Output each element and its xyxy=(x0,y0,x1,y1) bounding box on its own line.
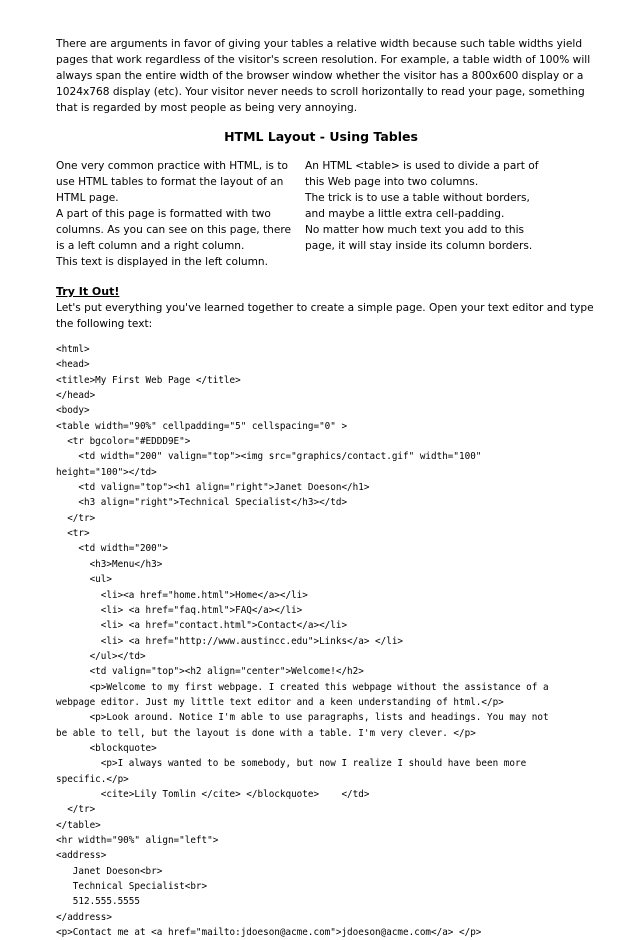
code-line: <td width="200" valign="top"><img src="graphics/contact.gif" width="100" xyxy=(56,451,482,463)
code-line: <head> xyxy=(56,359,90,371)
code-line: <address> xyxy=(56,850,107,862)
code-line: <td valign="top"><h2 align="center">Welcome!</h2> xyxy=(56,666,364,678)
code-line: <p>I always wanted to be somebody, but now I realize I should have been more xyxy=(56,758,527,770)
code-line: <li> <a href="faq.html">FAQ</a></li> xyxy=(56,604,303,616)
left-column-line: A part of this page is formatted with two xyxy=(56,208,271,220)
code-line: <ul> xyxy=(56,574,112,586)
intro-line: always span the entire width of the browser window whether the visitor has a 800x600 display or a xyxy=(56,70,584,82)
right-column xyxy=(305,158,555,270)
left-column-line: One very common practice with HTML, is to xyxy=(56,160,288,172)
right-column-line: No matter how much text you add to this xyxy=(305,224,525,236)
document-page xyxy=(56,36,594,940)
code-line: <html> xyxy=(56,344,90,355)
try-desc-line: the following text: xyxy=(56,318,153,330)
code-line: Janet Doeson<br> xyxy=(56,865,163,877)
code-line: </ul></td> xyxy=(56,650,146,662)
code-line: </table> xyxy=(56,819,101,831)
left-column-line: This text is displayed in the left column. xyxy=(56,256,269,268)
right-column-line: The trick is to use a table without borders, xyxy=(305,192,530,204)
code-line: <hr width="90%" align="left"> xyxy=(56,835,219,846)
code-line: <li> <a href="http://www.austincc.edu">Links</a> </li> xyxy=(56,635,404,647)
code-line: <h3 align="right">Technical Specialist</h3></td> xyxy=(56,497,348,509)
code-line: <tr> xyxy=(56,528,90,540)
left-column-line: is a left column and a right column. xyxy=(56,240,245,252)
code-line: <blockquote> xyxy=(56,742,157,754)
code-line: </tr> xyxy=(56,804,96,816)
section-title: HTML Layout - Using Tables xyxy=(224,129,418,144)
code-line: <title>My First Web Page </title> xyxy=(56,374,241,386)
code-line: <li> <a href="contact.html">Contact</a></li> xyxy=(56,620,348,632)
code-line: <cite>Lily Tomlin </cite> </blockquote> </td> xyxy=(56,788,370,800)
code-line: <li><a href="home.html">Home</a></li> xyxy=(56,589,308,601)
code-line: webpage editor. Just my little text editor and a keen understanding of html.</p> xyxy=(56,696,504,708)
code-line: <tr bgcolor="#EDDD9E"> xyxy=(56,436,191,448)
code-listing xyxy=(56,342,586,940)
right-column-line: and maybe a little extra cell-padding. xyxy=(305,208,505,220)
left-column-line: HTML page. xyxy=(56,192,119,204)
code-line: be able to tell, but the layout is done with a table. I'm very clever. </p> xyxy=(56,727,476,739)
code-line: <h3>Menu</h3> xyxy=(56,558,163,570)
code-line: <p>Contact me at <a href="mailto:jdoeson@acme.com">jdoeson@acme.com</a> </p> xyxy=(56,927,482,939)
intro-line: that is regarded by most people as being very annoying. xyxy=(56,102,358,114)
intro-line: There are arguments in favor of giving your tables a relative width because such table widths yield xyxy=(56,38,583,50)
code-line: <p>Look around. Notice I'm able to use paragraphs, lists and headings. You may not xyxy=(56,712,549,724)
try-desc-line: Let's put everything you've learned together to create a simple page. Open your text editor and type xyxy=(56,302,594,314)
try-it-out-description xyxy=(56,300,594,332)
intro-paragraph xyxy=(56,36,591,116)
code-line: height="100"></td> xyxy=(56,466,157,478)
code-line: <p>Welcome to my first webpage. I created this webpage without the assistance of a xyxy=(56,681,549,693)
code-line: specific.</p> xyxy=(56,773,129,785)
intro-line: pages that work regardless of the visitor's screen resolution. For example, a table width of 100% will xyxy=(56,54,591,66)
try-it-out-heading: Try It Out! xyxy=(56,285,120,298)
code-line: 512.555.5555 xyxy=(56,896,140,908)
intro-line: 1024x768 display (etc). Your visitor never needs to scroll horizontally to read your page, something xyxy=(56,86,585,98)
code-line: <td width="200"> xyxy=(56,543,168,555)
left-column-line: use HTML tables to format the layout of an xyxy=(56,176,284,188)
code-line: </address> xyxy=(56,911,112,923)
left-column xyxy=(56,158,292,270)
code-line: <body> xyxy=(56,405,90,417)
left-column-line: columns. As you can see on this page, there xyxy=(56,224,292,236)
two-column-layout xyxy=(56,158,586,270)
right-column-line: An HTML <table> is used to divide a part of xyxy=(305,160,539,172)
code-line: <table width="90%" cellpadding="5" cellspacing="0" > xyxy=(56,420,348,432)
code-line: </head> xyxy=(56,390,96,402)
code-line: Technical Specialist<br> xyxy=(56,881,208,893)
right-column-line: page, it will stay inside its column borders. xyxy=(305,240,533,252)
code-line: </tr> xyxy=(56,512,96,524)
code-line: <td valign="top"><h1 align="right">Janet Doeson</h1> xyxy=(56,482,370,494)
right-column-line: this Web page into two columns. xyxy=(305,176,479,188)
